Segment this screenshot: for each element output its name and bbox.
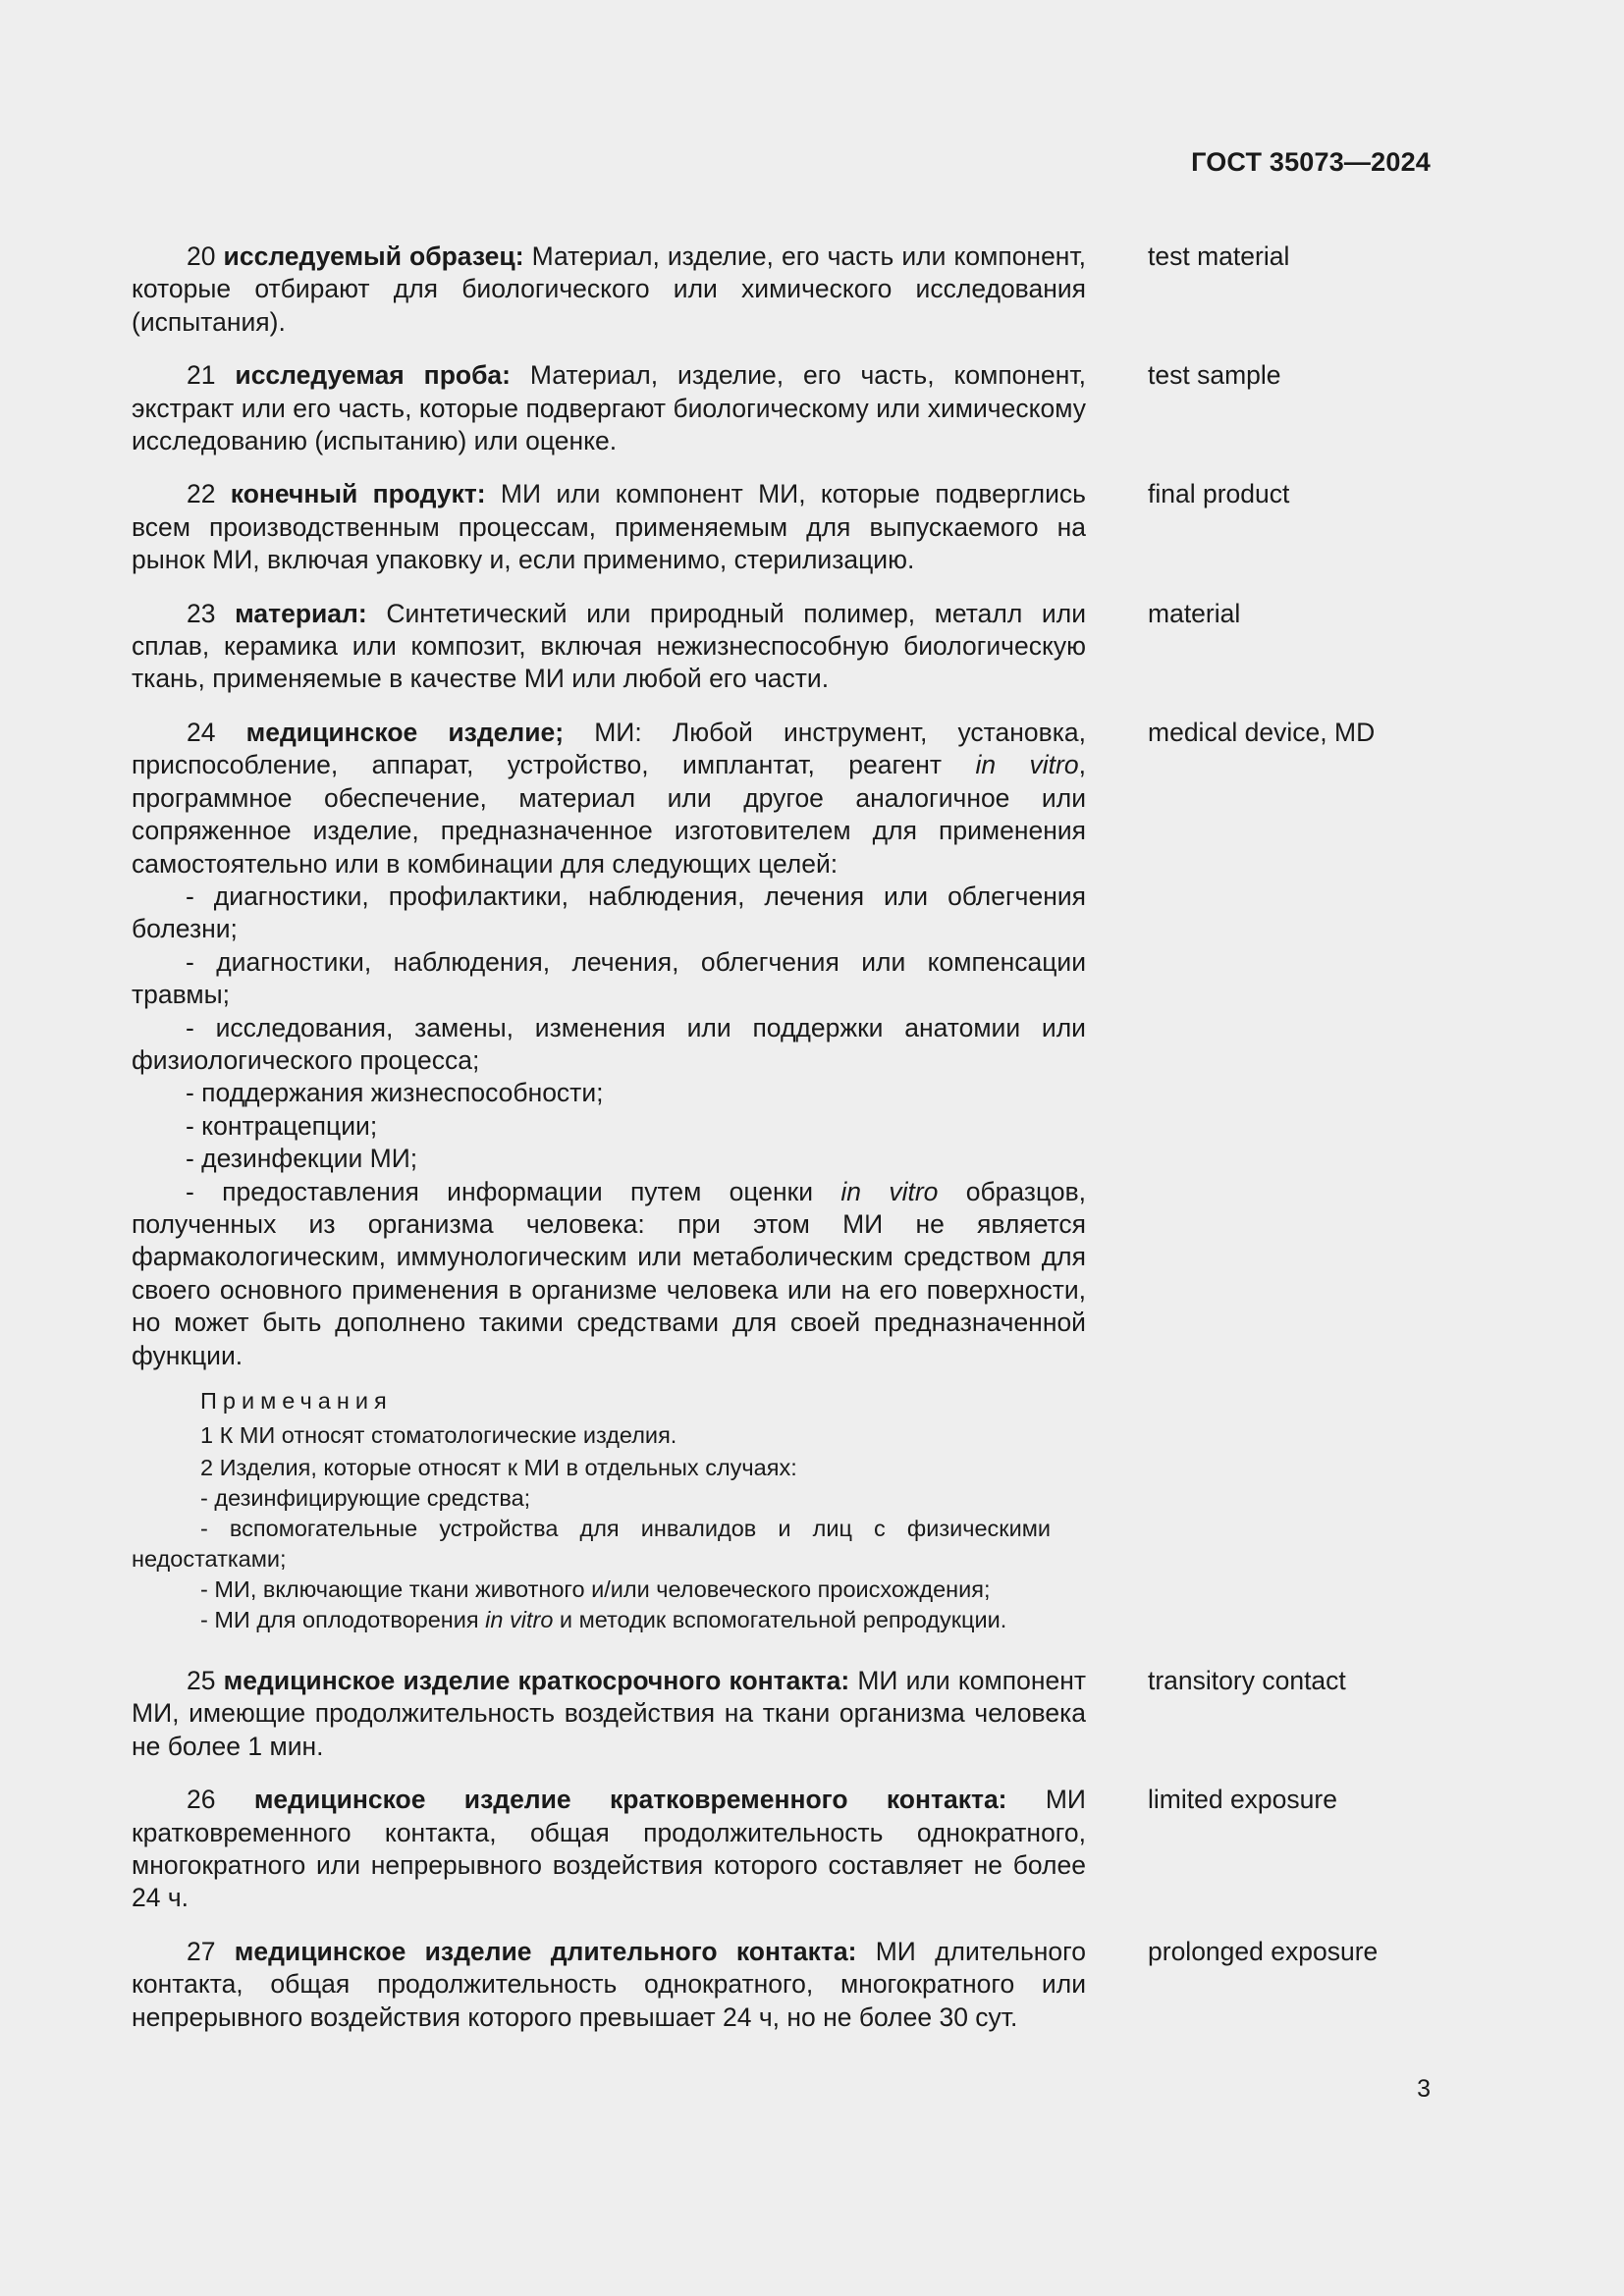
term-name: медицинское изделие; [245,717,565,747]
term-text: МИ или компонент МИ, которые подверглись всем производственным процессам, применяемым для выпускаемого на рынок МИ, включая упаковку и, если применимо, стерилизацию. [132,479,1086,575]
term-23 [132,598,1428,696]
term-definition [132,359,1086,457]
list-item-text: - предоставления информации путем оценки [186,1176,841,1206]
term-text: , программное обеспечение, материал или другое аналогичное или сопряженное изделие, предназначенное изготовителем для применения самостоятельно или в комбинации для следующих целей: [132,750,1086,879]
notes-block [132,1386,1051,1635]
note-list-item: - дезинфицирующие средства; [200,1485,531,1511]
italic-text: in vitro [840,1176,939,1206]
note-list-item [132,1605,1051,1635]
italic-text: in vitro [485,1607,554,1632]
term-text: МИ кратковременного контакта, общая продолжительность однократного, многократного или непрерывного воздействия которого составляет не более 24 ч. [132,1785,1086,1913]
note-text: - МИ для оплодотворения [200,1607,486,1632]
term-definition [132,1784,1086,1915]
page-number: 3 [1417,2075,1431,2103]
term-english: prolonged exposure [1148,1936,1379,1966]
term-24 [132,717,1428,1372]
term-english: transitory contact [1148,1666,1346,1695]
term-27 [132,1936,1428,2034]
term-definition [132,1665,1086,1763]
list-item: - поддержания жизнеспособности; [186,1078,604,1108]
term-name: конечный продукт: [230,479,486,509]
term-english: limited exposure [1148,1785,1337,1815]
list-item: - диагностики, профилактики, наблюдения, лечения или облегчения болезни; [132,881,1086,944]
term-text: МИ или компонент МИ, имеющие продолжительность воздействия на ткани организма человека не более 1 мин. [132,1666,1086,1761]
term-number: 22 [187,479,216,509]
term-number: 20 [187,241,216,271]
note-text: и методик вспомогательной репродукции. [553,1607,1007,1632]
term-definition [132,1936,1086,2034]
term-name: исследуемый образец: [223,241,524,271]
list-item: - дезинфекции МИ; [186,1144,418,1174]
term-name: материал: [235,598,367,628]
term-english: test sample [1148,360,1281,391]
terms-section [132,240,1428,2055]
term-number: 21 [187,360,216,391]
note-list-item: - МИ, включающие ткани животного и/или человеческого происхождения; [200,1576,991,1602]
term-definition [132,717,1086,1372]
term-english: test material [1148,241,1290,271]
list-item: - контрацепции; [186,1110,378,1141]
notes-title: Примечания [200,1388,393,1414]
term-name: медицинское изделие кратковременного контакта: [253,1785,1007,1815]
term-name: исследуемая проба: [235,360,511,391]
list-item-text: образцов, полученных из организма человека: при этом МИ не является фармакологическим, иммунологическим или метаболическим средством для своего основного применения в организме человека или на его поверхности, но может быть дополнено такими средствами для своей предназначенной функции. [132,1176,1087,1370]
term-number: 23 [187,598,216,628]
term-name: медицинское изделие длительного контакта: [234,1936,857,1966]
term-text: МИ длительного контакта, общая продолжительность однократного, многократного или непрерывного воздействия которого превышает 24 ч, но не более 30 сут. [132,1936,1086,2032]
note-list-item: - вспомогательные устройства для инвалидов и лиц с физическими недостатками; [132,1516,1051,1572]
term-english: medical device, MD [1148,717,1376,747]
term-name: медицинское изделие краткосрочного контакта: [223,1666,850,1695]
term-text: Материал, изделие, его часть или компонент, которые отбирают для биологического или химического исследования (испытания). [132,241,1087,337]
term-definition [132,478,1086,576]
term-number: 26 [187,1785,216,1815]
note-item: 1 К МИ относят стоматологические изделия. [200,1422,677,1448]
term-22 [132,478,1428,576]
document-header: ГОСТ 35073—2024 [1191,147,1431,177]
term-20 [132,240,1428,339]
term-english: material [1148,598,1241,628]
term-text: Материал, изделие, его часть, компонент, экстракт или его часть, которые подвергают биологическому или химическому исследованию (испытанию) или оценке. [132,360,1086,456]
term-text: МИ: Любой инструмент, установка, приспособление, аппарат, устройство, имплантат, реагент [132,717,1086,780]
term-text: Синтетический или природный полимер, металл или сплав, керамика или композит, включая нежизнеспособную биологическую ткань, применяемые в качестве МИ или любой его части. [132,598,1086,694]
term-21 [132,359,1428,457]
term-number: 25 [187,1666,216,1695]
term-26 [132,1784,1428,1915]
note-item: 2 Изделия, которые относят к МИ в отдельных случаях: [200,1455,797,1480]
term-definition [132,598,1086,696]
term-number: 27 [187,1936,216,1966]
list-item: - исследования, замены, изменения или поддержки анатомии или физиологического процесса; [132,1012,1086,1075]
italic-text: in vitro [975,750,1079,780]
list-item: - диагностики, наблюдения, лечения, облегчения или компенсации травмы; [132,946,1086,1010]
term-number: 24 [187,717,216,747]
term-25 [132,1665,1428,1763]
list-item [132,1176,1086,1372]
term-definition [132,240,1086,339]
term-english: final product [1148,479,1290,509]
